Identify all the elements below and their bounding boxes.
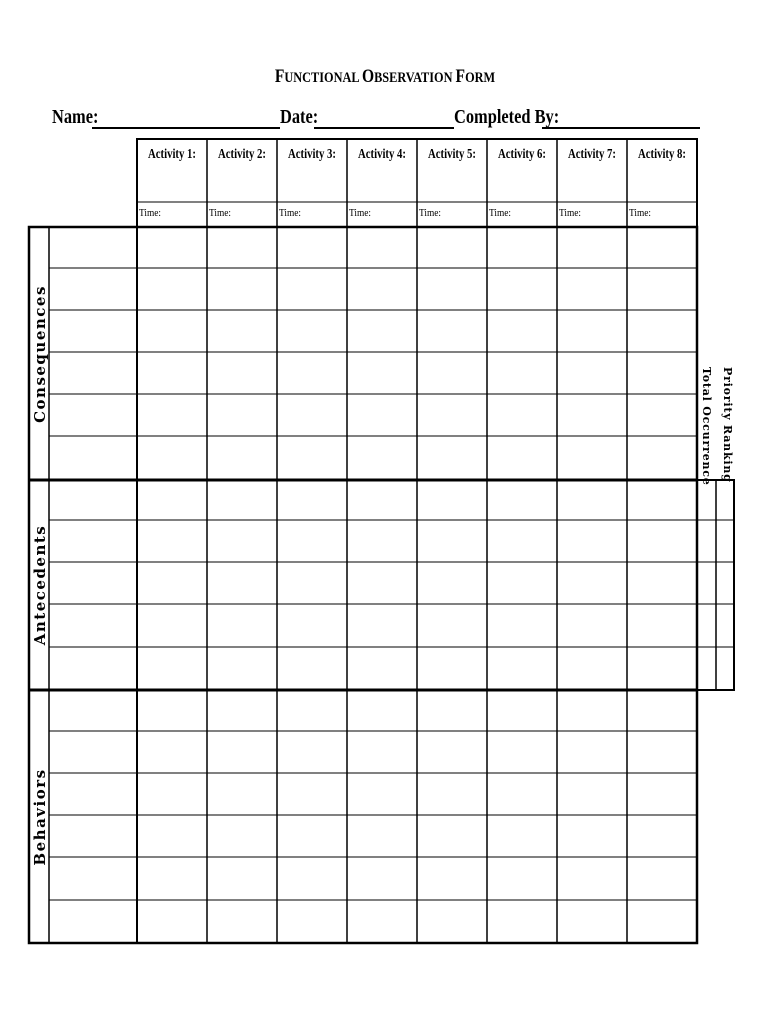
activity-7-time-label: Time:	[559, 208, 581, 219]
activity-3-time-label: Time:	[279, 208, 301, 219]
activity-3-label: Activity 3:	[288, 147, 336, 162]
behaviors-row-lines	[49, 731, 697, 900]
activity-6-time-label: Time:	[489, 208, 511, 219]
activity-6-label: Activity 6:	[498, 147, 546, 162]
body-column-dividers	[49, 227, 627, 943]
time-labels	[139, 208, 651, 219]
antecedents-label: Antecedents	[31, 524, 49, 646]
name-label: Name:	[52, 106, 99, 128]
consequences-row-lines	[49, 268, 697, 436]
behaviors-label: Behaviors	[31, 768, 49, 866]
antecedents-row-lines	[49, 520, 697, 647]
title-letter: F	[455, 66, 466, 87]
activity-5-time-label: Time:	[419, 208, 441, 219]
title-text: BSERVATION	[374, 70, 456, 86]
activity-4-time-label: Time:	[349, 208, 371, 219]
title-text: UNCTIONAL	[284, 70, 362, 86]
activity-1-label: Activity 1:	[148, 147, 196, 162]
activity-4-label: Activity 4:	[358, 147, 406, 162]
activity-1-time-label: Time:	[139, 208, 161, 219]
activity-5-label: Activity 5:	[428, 147, 476, 162]
consequences-label: Consequences	[31, 285, 49, 423]
activity-8-label: Activity 8:	[638, 147, 686, 162]
activity-2-label: Activity 2:	[218, 147, 266, 162]
title-text: ORM	[465, 70, 496, 86]
priority-ranking-label: Priority Ranking	[721, 367, 734, 483]
activity-8-time-label: Time:	[629, 208, 651, 219]
completed-by-label: Completed By:	[454, 106, 560, 128]
title-letter: O	[361, 66, 375, 87]
main-grid-border	[29, 227, 697, 943]
activity-2-time-label: Time:	[209, 208, 231, 219]
total-occurrence-label: Total Occurrence	[700, 367, 713, 486]
title-letter: F	[274, 66, 285, 87]
activity-7-label: Activity 7:	[568, 147, 616, 162]
date-label: Date:	[280, 106, 319, 128]
